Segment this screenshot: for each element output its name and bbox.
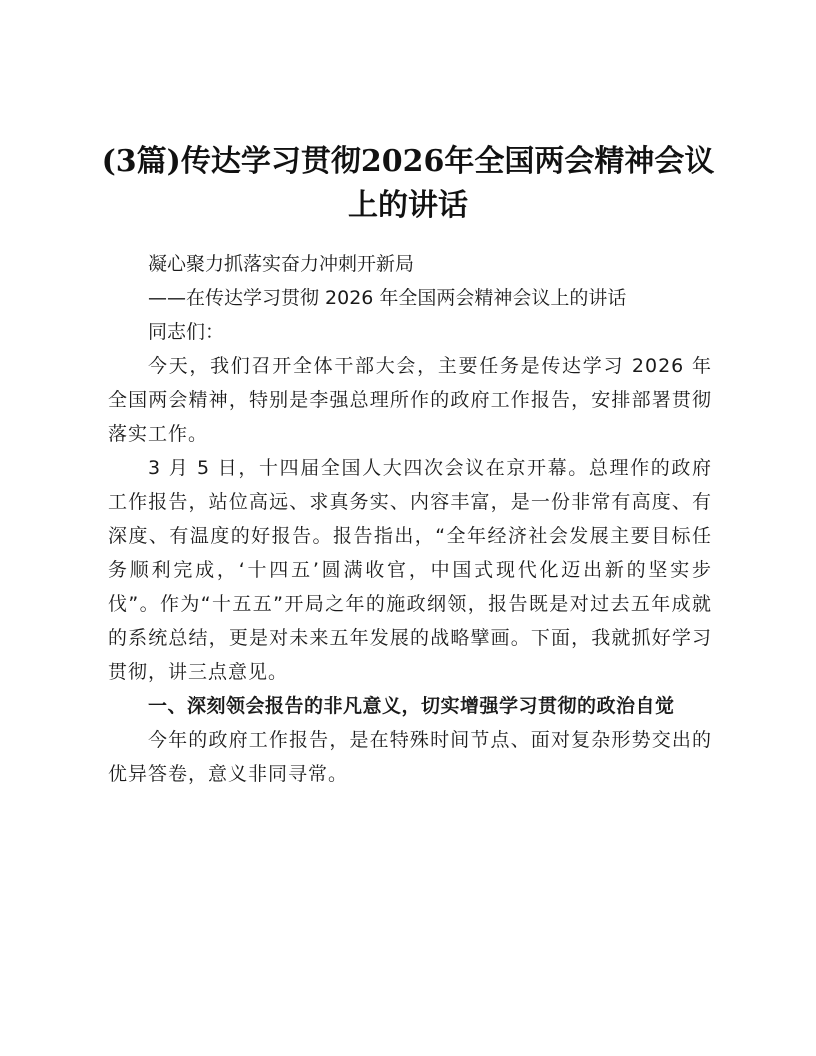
document-body [108,247,712,791]
greeting: 同志们： [148,321,225,343]
document-title: (3篇)传达学习贯彻2026年全国两会精神会议上的讲话 [101,144,715,223]
paragraph-section-1: 今年的政府工作报告，是在特殊时间节点、面对复杂形势交出的优异答卷，意义非同寻常。 [108,729,712,785]
speech-subtitle: 凝心聚力抓落实奋力冲刺开新局 [148,253,415,275]
paragraph-report-overview: 3 月 5 日，十四届全国人大四次会议在京开幕。总理作的政府工作报告，站位高远、求真务实、内容丰富，是一份非常有高度、有深度、有温度的好报告。报告指出，“全年经济社会发展主要目标任务顺利完成，‘十四五’圆满收官，中国式现代化迈出新的坚实步伐”。作为“十五五”开局之年的施政纲领，报告既是对过去五年成就的系统总结，更是对未来五年发展的战略擘画。下面，我就抓好学习贯彻，讲三点意见。 [108,457,712,683]
speech-subtitle-occasion: ——在传达学习贯彻 2026 年全国两会精神会议上的讲话 [148,287,627,309]
section-heading-1: 一、深刻领会报告的非凡意义，切实增强学习贯彻的政治自觉 [148,695,675,717]
paragraph-intro: 今天，我们召开全体干部大会，主要任务是传达学习 2026 年全国两会精神，特别是李强总理所作的政府工作报告，安排部署贯彻落实工作。 [108,355,712,445]
